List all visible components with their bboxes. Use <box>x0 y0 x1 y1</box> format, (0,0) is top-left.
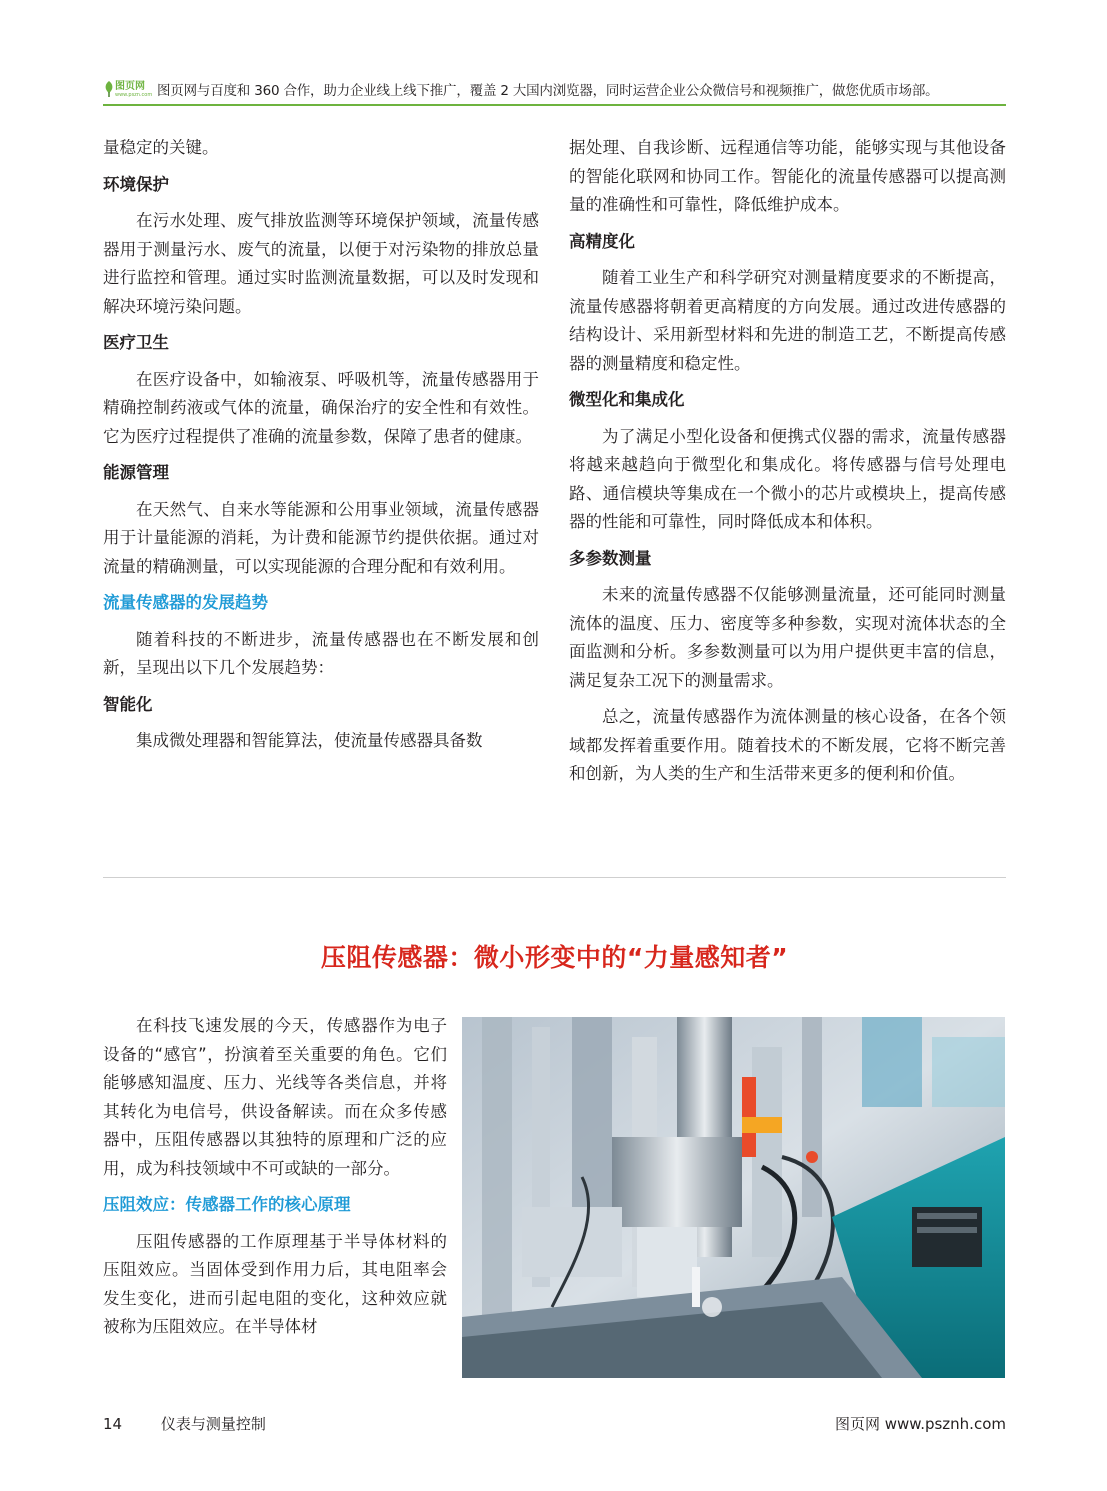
left-column <box>103 134 539 764</box>
logo-leaf-icon <box>103 80 115 98</box>
section-heading-multiparameter: 多参数测量 <box>569 548 652 568</box>
section-heading-precision: 高精度化 <box>569 231 635 251</box>
site-logo <box>103 77 153 101</box>
paragraph: 随着工业生产和科学研究对测量精度要求的不断提高，流量传感器将朝着更高精度的方向发展。通过改进传感器的结构设计、采用新型材料和先进的制造工艺，不断提高传感器的测量精度和稳定性。 <box>569 268 1006 373</box>
page-footer-site: 图页网 www.psznh.com <box>835 1415 1006 1433</box>
logo-text: 图页网 <box>115 80 145 92</box>
paragraph: 随着科技的不断进步，流量传感器也在不断发展和创新，呈现出以下几个发展趋势： <box>103 629 539 677</box>
page-number: 14 <box>103 1415 123 1433</box>
article-column <box>103 1012 447 1350</box>
factory-automation-photo <box>462 1017 1005 1378</box>
section-name: 仪表与测量控制 <box>160 1415 266 1433</box>
section-heading-miniaturization: 微型化和集成化 <box>569 390 685 409</box>
page-footer-left <box>103 1413 266 1434</box>
paragraph: 压阻传感器的工作原理基于半导体材料的压阻效应。当固体受到作用力后，其电阻率会发生变化，进而引起电阻的变化，这种效应就被称为压阻效应。在半导体材 <box>103 1231 447 1336</box>
section-heading-principle: 压阻效应：传感器工作的核心原理 <box>103 1195 351 1214</box>
header-promo-text: 图页网与百度和 360 合作，助力企业线上线下推广，覆盖 2 大国内浏览器，同时运营企业公众微信号和视频推广，做您优质市场部。 <box>157 83 939 99</box>
section-heading-energy: 能源管理 <box>103 463 169 482</box>
right-column <box>569 134 1006 797</box>
paragraph: 在医疗设备中，如输液泵、呼吸机等，流量传感器用于精确控制药液或气体的流量，确保治疗的安全性和有效性。它为医疗过程提供了准确的流量参数，保障了患者的健康。 <box>103 369 539 446</box>
paragraph: 未来的流量传感器不仅能够测量流量，还可能同时测量流体的温度、压力、密度等多种参数，实现对流体状态的全面监测和分析。多参数测量可以为用户提供更丰富的信息，满足复杂工况下的测量需求。 <box>569 585 1006 690</box>
paragraph: 在污水处理、废气排放监测等环境保护领域，流量传感器用于测量污水、废气的流量，以便于对污染物的排放总量进行监控和管理。通过实时监测流量数据，可以及时发现和解决环境污染问题。 <box>103 211 539 316</box>
paragraph: 据处理、自我诊断、远程通信等功能，能够实现与其他设备的智能化联网和协同工作。智能化的流量传感器可以提高测量的准确性和可靠性，降低维护成本。 <box>569 138 1006 214</box>
page-header <box>103 74 1006 104</box>
section-heading-smart: 智能化 <box>103 694 153 714</box>
header-divider <box>103 104 1006 106</box>
paragraph: 在科技飞速发展的今天，传感器作为电子设备的“感官”，扮演着至关重要的角色。它们能够感知温度、压力、光线等各类信息，并将其转化为电信号，供设备解读。而在众多传感器中，压阻传感器以其独特的原理和广泛的应用，成为科技领域中不可或缺的一部分。 <box>103 1016 447 1178</box>
paragraph: 在天然气、自来水等能源和公用事业领域，流量传感器用于计量能源的消耗，为计费和能源节约提供依据。通过对流量的精确测量，可以实现能源的合理分配和有效利用。 <box>103 499 539 576</box>
section-divider <box>103 877 1006 878</box>
section-heading-environment: 环境保护 <box>103 174 169 194</box>
logo-url: www.pszn.com <box>115 91 153 98</box>
factory-photo-illustration <box>462 1017 1005 1378</box>
paragraph: 集成微处理器和智能算法，使流量传感器具备数 <box>136 731 483 750</box>
article-title: 压阻传感器：微小形变中的“力量感知者” <box>320 943 789 972</box>
section-heading-medical: 医疗卫生 <box>103 333 169 352</box>
paragraph: 为了满足小型化设备和便携式仪器的需求，流量传感器将越来越趋向于微型化和集成化。将传感器与信号处理电路、通信模块等集成在一个微小的芯片或模块上，提高传感器的性能和可靠性，同时降低成本和体积。 <box>569 426 1006 531</box>
section-heading-trends: 流量传感器的发展趋势 <box>103 593 268 612</box>
paragraph: 量稳定的关键。 <box>103 138 219 157</box>
paragraph: 总之，流量传感器作为流体测量的核心设备，在各个领域都发挥着重要作用。随着技术的不断发展，它将不断完善和创新，为人类的生产和生活带来更多的便利和价值。 <box>569 707 1006 783</box>
